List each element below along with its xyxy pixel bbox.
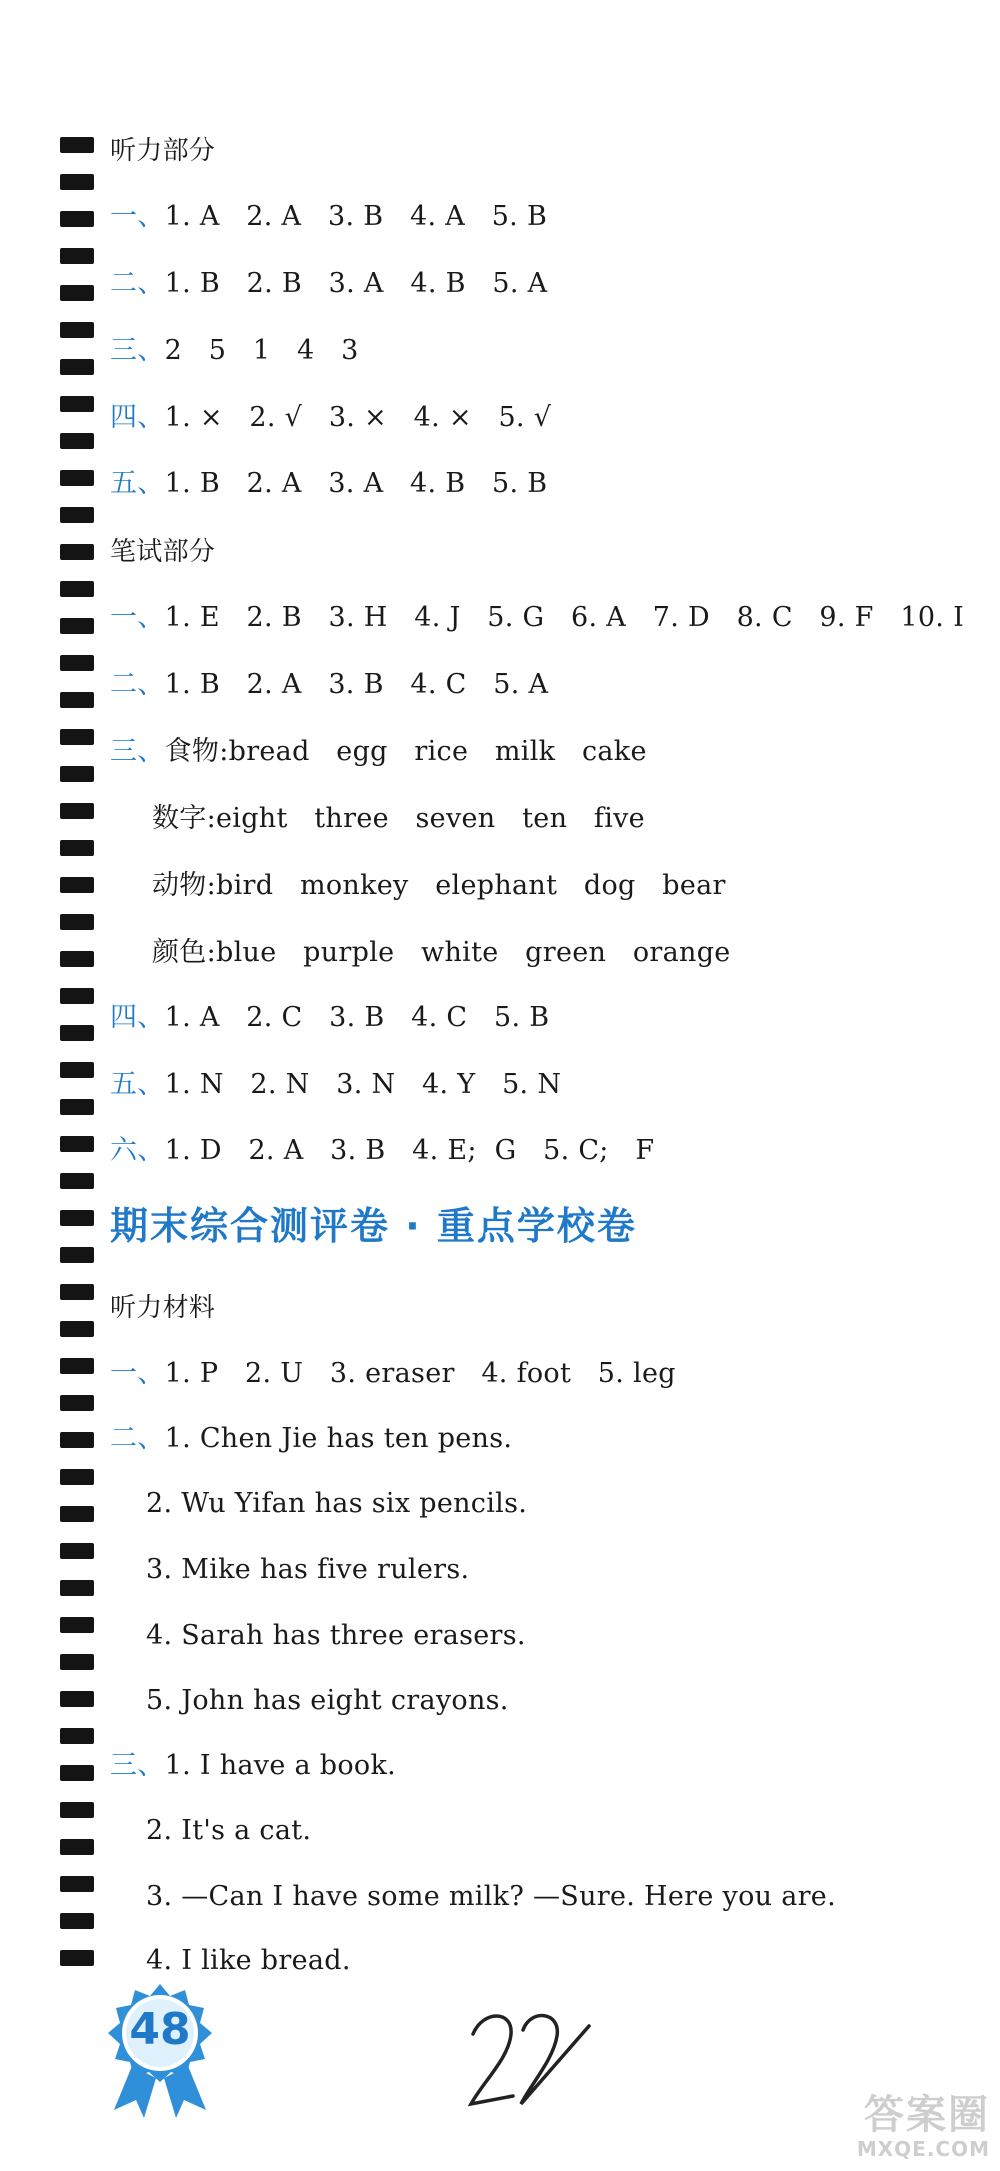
answer-line — [110, 1067, 561, 1103]
question-number: 二、 — [110, 268, 165, 299]
binding-mark — [60, 803, 94, 819]
answer-line — [110, 1748, 396, 1784]
binding-mark — [60, 1691, 94, 1707]
binding-mark — [60, 359, 94, 375]
handwriting-mark — [465, 2000, 595, 2120]
question-number: 四、 — [110, 1002, 165, 1033]
question-number: 三、 — [110, 1750, 165, 1781]
binding-mark — [60, 581, 94, 597]
answer-text: 1. E 2. B 3. H 4. J 5. G 6. A 7. D 8. C 9. F 10. I — [164, 602, 965, 633]
answer-line — [110, 600, 964, 636]
answer-line: 数字:eight three seven ten five — [152, 803, 645, 834]
binding-mark — [60, 1432, 94, 1448]
question-number: 三、 — [110, 335, 165, 366]
answer-line — [110, 199, 547, 235]
binding-mark — [60, 1136, 94, 1152]
answer-line: 3. Mike has five rulers. — [146, 1554, 470, 1585]
binding-mark — [60, 766, 94, 782]
answer-text: 1. B 2. A 3. B 4. C 5. A — [164, 669, 549, 700]
binding-mark — [60, 1284, 94, 1300]
section-heading-material: 听力材料 — [110, 1293, 216, 1323]
binding-mark — [60, 1358, 94, 1374]
answer-text: 1. B 2. A 3. A 4. B 5. B — [164, 468, 548, 499]
binding-holes — [60, 0, 96, 2171]
page-number-badge — [92, 1978, 228, 2118]
binding-mark — [60, 507, 94, 523]
binding-mark — [60, 1950, 94, 1966]
watermark-logo-text: 答案圈 — [864, 2092, 990, 2138]
page-number: 48 — [129, 2004, 191, 2055]
answer-text: 1. B 2. B 3. A 4. B 5. A — [164, 268, 548, 299]
watermark-url: MXQE.COM — [856, 2137, 990, 2161]
question-number: 五、 — [110, 1069, 165, 1100]
binding-mark — [60, 1839, 94, 1855]
answer-line — [110, 1000, 549, 1036]
binding-mark — [60, 1617, 94, 1633]
question-number: 四、 — [110, 402, 165, 433]
binding-mark — [60, 618, 94, 634]
binding-mark — [60, 1506, 94, 1522]
question-number: 一、 — [110, 201, 165, 232]
binding-mark — [60, 692, 94, 708]
answer-line — [110, 1133, 654, 1169]
answer-line — [110, 1421, 512, 1457]
binding-mark — [60, 433, 94, 449]
binding-mark — [60, 1025, 94, 1041]
binding-mark — [60, 544, 94, 560]
binding-mark — [60, 1876, 94, 1892]
binding-mark — [60, 1543, 94, 1559]
binding-mark — [60, 1321, 94, 1337]
binding-mark — [60, 1469, 94, 1485]
binding-mark — [60, 1728, 94, 1744]
section-heading-listening: 听力部分 — [110, 136, 216, 166]
answer-text: 2 5 1 4 3 — [164, 335, 359, 366]
question-number: 五、 — [110, 468, 165, 499]
binding-mark — [60, 1654, 94, 1670]
question-number: 二、 — [110, 1423, 165, 1454]
binding-mark — [60, 877, 94, 893]
binding-mark — [60, 1210, 94, 1226]
binding-mark — [60, 988, 94, 1004]
binding-mark — [60, 914, 94, 930]
answer-text: 食物:bread egg rice milk cake — [164, 736, 647, 767]
binding-mark — [60, 1802, 94, 1818]
answer-line — [110, 734, 647, 770]
answer-line — [110, 333, 359, 369]
section-heading-written: 笔试部分 — [110, 537, 216, 567]
answer-line: 3. —Can I have some milk? —Sure. Here you are. — [146, 1881, 836, 1912]
answer-line — [110, 667, 548, 703]
answer-text: 1. Chen Jie has ten pens. — [164, 1423, 513, 1454]
answer-text: 1. D 2. A 3. B 4. E; G 5. C; F — [164, 1135, 655, 1166]
question-number: 三、 — [110, 736, 165, 767]
binding-mark — [60, 1062, 94, 1078]
binding-mark — [60, 322, 94, 338]
answer-line — [110, 400, 551, 436]
answer-text: 1. P 2. U 3. eraser 4. foot 5. leg — [164, 1358, 676, 1389]
answer-text: 1. I have a book. — [164, 1750, 397, 1781]
answer-line — [110, 1356, 676, 1392]
question-number: 一、 — [110, 1358, 165, 1389]
answer-line: 5. John has eight crayons. — [146, 1685, 509, 1716]
answer-line: 4. I like bread. — [146, 1945, 351, 1976]
answer-line: 2. It's a cat. — [146, 1815, 312, 1846]
binding-mark — [60, 1765, 94, 1781]
answer-text: 1. × 2. √ 3. × 4. × 5. √ — [164, 402, 552, 433]
binding-mark — [60, 1173, 94, 1189]
binding-mark — [60, 174, 94, 190]
answer-line: 2. Wu Yifan has six pencils. — [146, 1488, 528, 1519]
answer-text: 1. A 2. C 3. B 4. C 5. B — [164, 1002, 550, 1033]
binding-mark — [60, 951, 94, 967]
answer-line: 4. Sarah has three erasers. — [146, 1620, 526, 1651]
binding-mark — [60, 1247, 94, 1263]
answer-line: 颜色:blue purple white green orange — [152, 937, 731, 968]
answer-text: 1. A 2. A 3. B 4. A 5. B — [164, 201, 548, 232]
answer-line: 动物:bird monkey elephant dog bear — [152, 870, 726, 901]
section-banner: 期末综合测评卷 · 重点学校卷 — [110, 1204, 637, 1248]
binding-mark — [60, 840, 94, 856]
binding-mark — [60, 1395, 94, 1411]
binding-mark — [60, 729, 94, 745]
watermark — [840, 2093, 990, 2161]
binding-mark — [60, 1099, 94, 1115]
binding-mark — [60, 248, 94, 264]
binding-mark — [60, 1580, 94, 1596]
answer-text: 1. N 2. N 3. N 4. Y 5. N — [164, 1069, 562, 1100]
binding-mark — [60, 470, 94, 486]
question-number: 一、 — [110, 602, 165, 633]
question-number: 二、 — [110, 669, 165, 700]
binding-mark — [60, 396, 94, 412]
binding-mark — [60, 655, 94, 671]
binding-mark — [60, 137, 94, 153]
binding-mark — [60, 285, 94, 301]
binding-mark — [60, 211, 94, 227]
answer-line — [110, 466, 547, 502]
question-number: 六、 — [110, 1135, 165, 1166]
binding-mark — [60, 1913, 94, 1929]
answer-line — [110, 266, 547, 302]
